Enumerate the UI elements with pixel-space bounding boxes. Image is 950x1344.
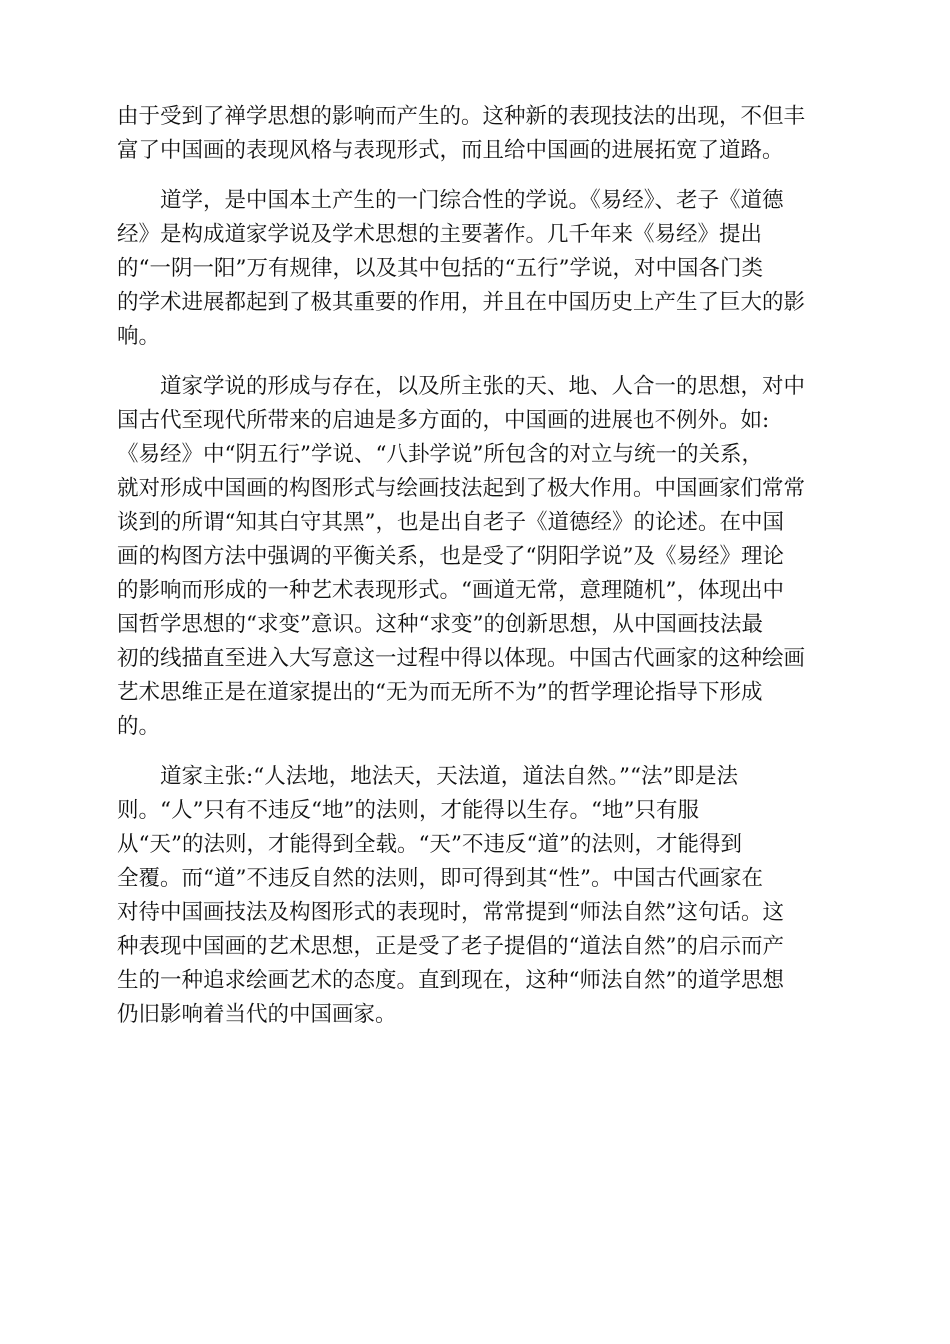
paragraph-1 (117, 100, 833, 168)
paragraph-4 (117, 760, 833, 1032)
text-line: 的“一阴一阳”万有规律，以及其中包括的“五行”学说，对中国各门类 (117, 256, 763, 281)
text-line: 谈到的所谓“知其白守其黑”，也是出自老子《道德经》的论述。在中国 (117, 510, 784, 535)
text-line: 响。 (117, 324, 161, 349)
text-line: 的学术进展都起到了极其重要的作用，并且在中国历史上产生了巨大的影 (117, 290, 806, 315)
text-line: 则。“人”只有不违反“地”的法则，才能得以生存。“地”只有服 (117, 798, 699, 823)
text-line: 道学，是中国本土产生的一门综合性的学说。《易经》、老子《道德 (160, 188, 784, 213)
text-line: 国古代至现代所带来的启迪是多方面的，中国画的进展也不例外。如: (117, 408, 770, 433)
text-line: 种表现中国画的艺术思想，正是受了老子提倡的“道法自然”的启示而产 (117, 934, 784, 959)
text-line: 就对形成中国画的构图形式与绘画技法起到了极大作用。中国画家们常常 (117, 476, 806, 501)
text-line: 艺术思维正是在道家提出的“无为而无所不为”的哲学理论指导下形成 (117, 680, 763, 705)
paragraph-2 (117, 184, 833, 354)
text-line: 经》是构成道家学说及学术思想的主要著作。几千年来《易经》提出 (117, 222, 763, 247)
paragraph-3 (117, 370, 833, 744)
text-line: 由于受到了禅学思想的影响而产生的。这种新的表现技法的出现，不但丰 (117, 104, 806, 129)
text-line: 全覆。而“道”不违反自然的法则，即可得到其“性”。中国古代画家在 (117, 866, 763, 891)
text-line: 从“天”的法则，才能得到全载。“天”不违反“道”的法则，才能得到 (117, 832, 742, 857)
text-line: 《易经》中“阴五行”学说、“八卦学说”所包含的对立与统一的关系， (117, 442, 763, 467)
text-line: 生的一种追求绘画艺术的态度。直到现在，这种“师法自然”的道学思想 (117, 968, 784, 993)
text-line: 仍旧影响着当代的中国画家。 (117, 1002, 397, 1027)
text-line: 道家学说的形成与存在，以及所主张的天、地、人合一的思想，对中 (160, 374, 806, 399)
text-line: 道家主张:“人法地，地法天，天法道，道法自然。”“法”即是法 (160, 764, 738, 789)
text-line: 的影响而形成的一种艺术表现形式。“画道无常，意理随机”，体现出中 (117, 578, 784, 603)
text-line: 对待中国画技法及构图形式的表现时，常常提到“师法自然”这句话。这 (117, 900, 784, 925)
document-page (117, 100, 833, 1048)
text-line: 画的构图方法中强调的平衡关系，也是受了“阴阳学说”及《易经》理论 (117, 544, 784, 569)
text-line: 国哲学思想的“求变”意识。这种“求变”的创新思想，从中国画技法最 (117, 612, 763, 637)
text-line: 初的线描直至进入大写意这一过程中得以体现。中国古代画家的这种绘画 (117, 646, 806, 671)
text-line: 富了中国画的表现风格与表现形式，而且给中国画的进展拓宽了道路。 (117, 138, 784, 163)
text-line: 的。 (117, 714, 161, 739)
